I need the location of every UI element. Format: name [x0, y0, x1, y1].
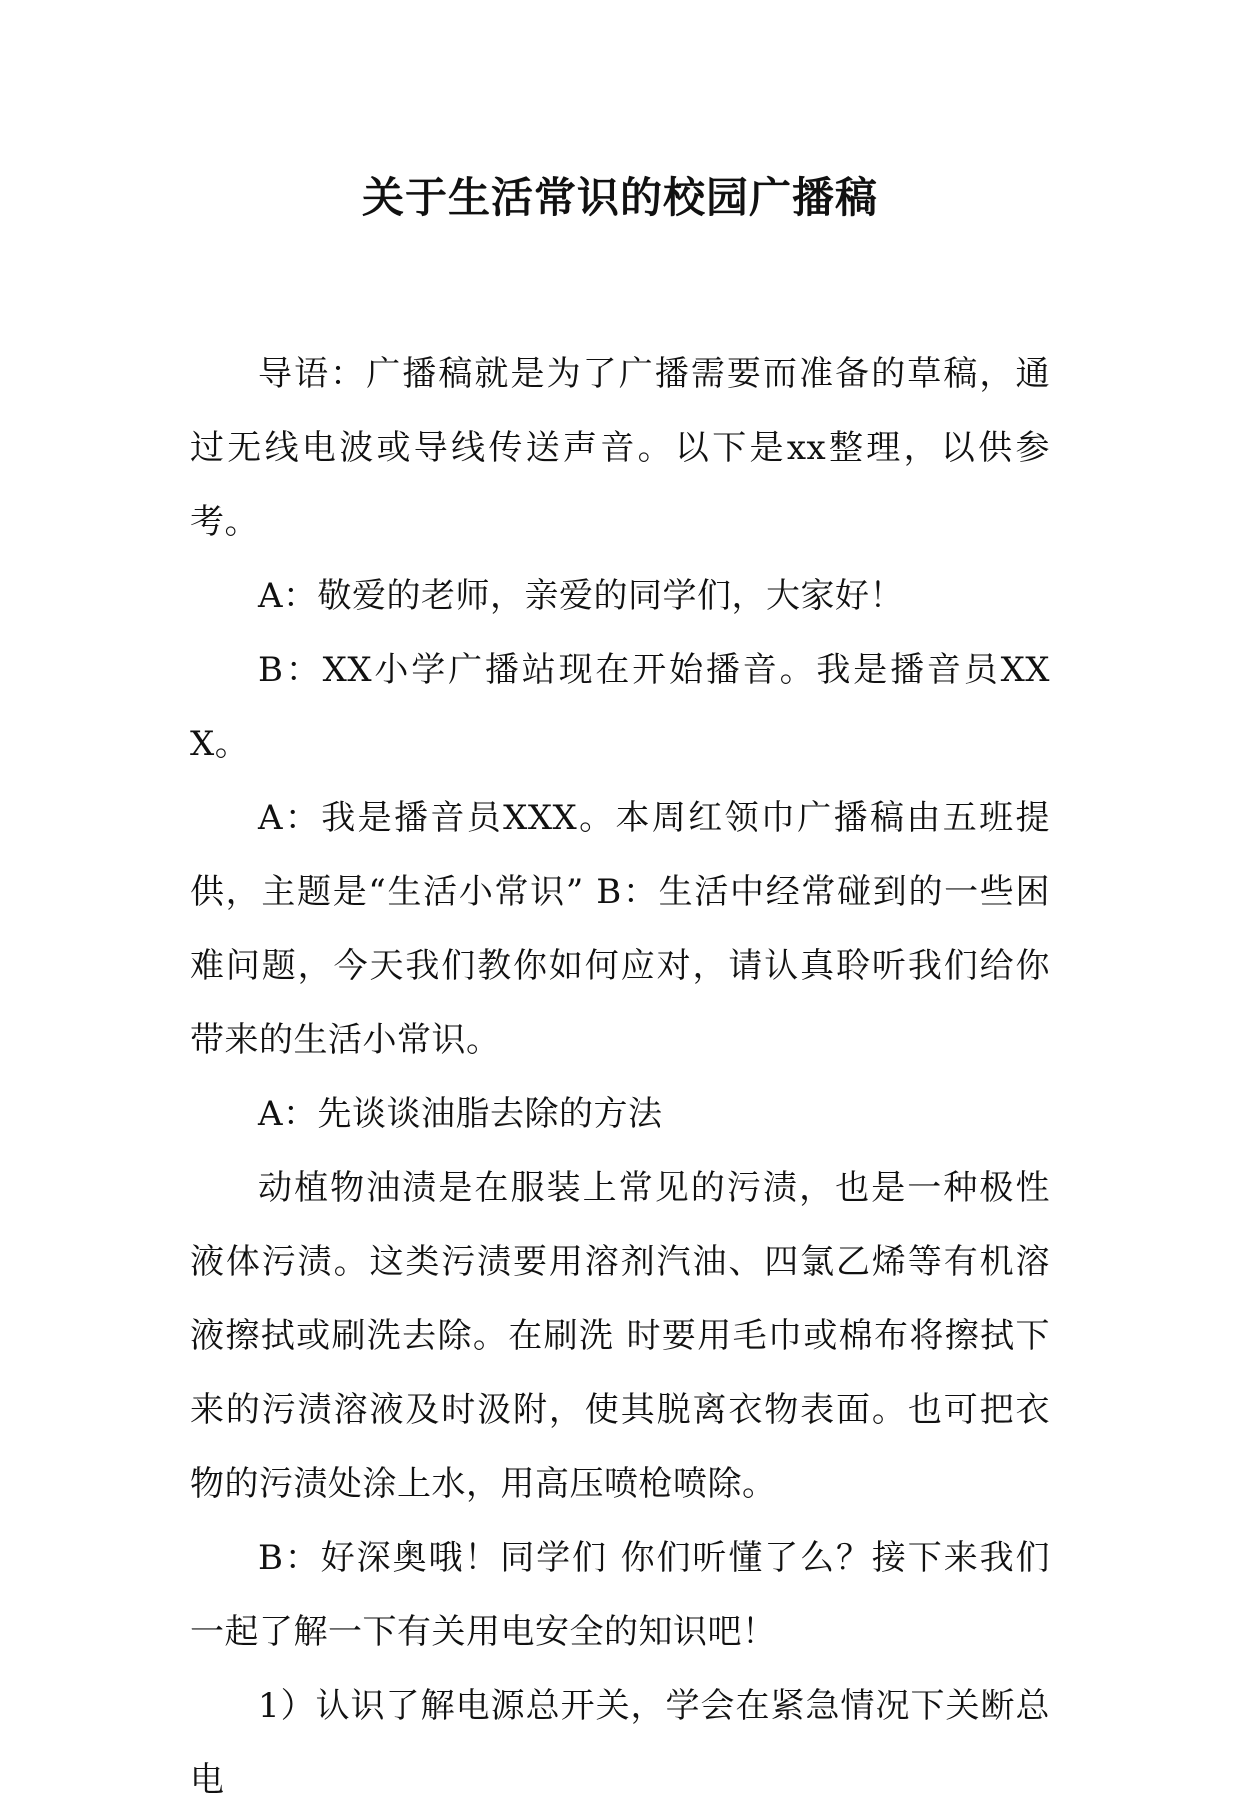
paragraph-electric-item-1: 1）认识了解电源总开关，学会在紧急情况下关断总电: [190, 1686, 1050, 1800]
paragraph-oil-method: 动植物油渍是在服装上常见的污渍，也是一种极性液体污渍。这类污渍要用溶剂汽油、四氯乙烯等有机溶液擦拭或刷洗去除。在刷洗 时要用毛巾或棉布将擦拭下来的污渍溶液及时汲附，使其脱离衣物表面。也可把衣物的污渍处涂上水，用高压喷枪喷除。: [190, 1168, 1050, 1504]
document-body: [190, 337, 1050, 1817]
paragraph-theme: A：我是播音员XXX。本周红领巾广播稿由五班提供，主题是“生活小常识” B：生活中经常碰到的一些困难问题，今天我们教你如何应对，请认真聆听我们给你带来的生活小常识。: [190, 798, 1050, 1060]
paragraph-greeting: A：敬爱的老师，亲爱的同学们，大家好！: [258, 576, 905, 616]
document-title: 关于生活常识的校园广播稿: [361, 173, 878, 222]
paragraph-station-open: B：XX小学广播站现在开始播音。我是播音员XXX。: [190, 650, 1050, 764]
paragraph-electric-intro: B：好深奥哦！同学们 你们听懂了么？接下来我们一起了解一下有关用电安全的知识吧！: [190, 1538, 1050, 1652]
paragraph-intro: 导语：广播稿就是为了广播需要而准备的草稿，通过无线电波或导线传送声音。以下是xx整理，以供参考。: [190, 354, 1050, 542]
paragraph-oil-heading: A：先谈谈油脂去除的方法: [258, 1094, 663, 1134]
